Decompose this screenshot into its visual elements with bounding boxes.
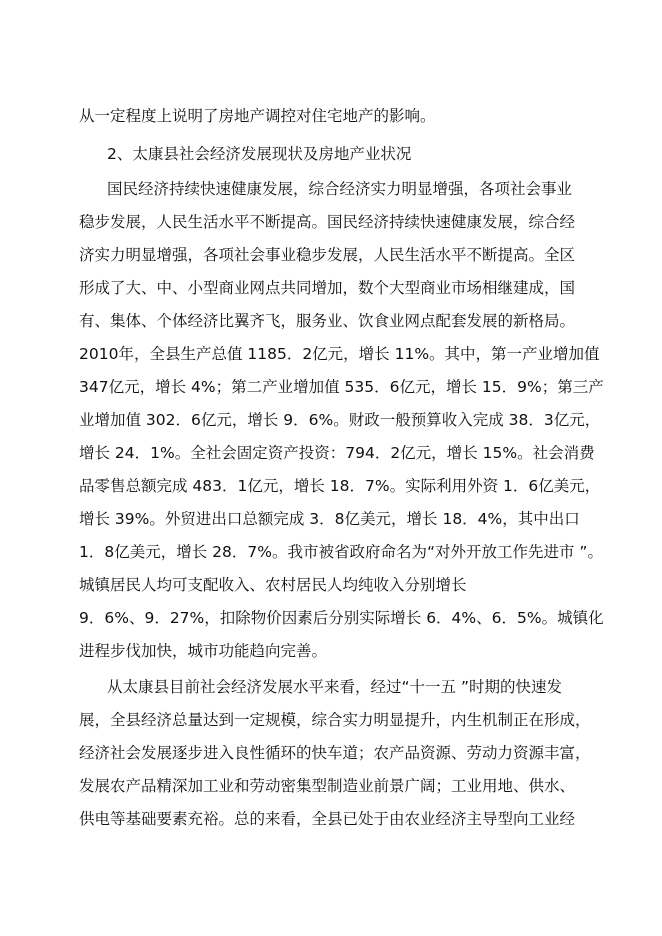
section-heading: 2、太康县社会经济发展现状及房地产业状况: [107, 145, 412, 163]
paragraph-line: 国民经济持续快速健康发展，综合经济实力明显增强，各项社会事业: [107, 180, 573, 198]
paragraph-line: 发展农产品精深加工业和劳动密集型制造业前景广阔；工业用地、供水、: [79, 777, 576, 795]
paragraph-line: 济实力明显增强，各项社会事业稳步发展，人民生活水平不断提高。全区: [79, 246, 576, 264]
paragraph-line: 增长 24．1%。全社会固定资产投资：794．2亿元，增长 15%。社会消费: [79, 444, 595, 462]
paragraph-line: 品零售总额完成 483．1亿元，增长 18．7%。实际利用外资 1．6亿美元，: [79, 477, 601, 495]
paragraph-line: 形成了大、中、小型商业网点共同增加，数个大型商业市场相继建成，国: [79, 279, 576, 297]
paragraph-line: 稳步发展，人民生活水平不断提高。国民经济持续快速健康发展，综合经: [79, 213, 576, 231]
paragraph-line: 城镇居民人均可支配收入、农村居民人均纯收入分别增长: [79, 576, 467, 594]
paragraph-line: 供电等基础要素充裕。总的来看，全县已处于由农业经济主导型向工业经: [79, 810, 576, 828]
paragraph-line: 347亿元，增长 4%；第二产业增加值 535．6亿元，增长 15．9%；第三产: [79, 378, 604, 396]
paragraph-line: 增长 39%。外贸进出口总额完成 3．8亿美元，增长 18．4%，其中出口: [79, 510, 580, 528]
paragraph-line: 从太康县目前社会经济发展水平来看，经过“十一五 ”时期的快速发: [107, 678, 562, 696]
paragraph-line: 经济社会发展逐步进入良性循环的快车道；农产品资源、劳动力资源丰富，: [79, 744, 591, 762]
paragraph-line: 有、集体、个体经济比翼齐飞，服务业、饮食业网点配套发展的新格局。: [79, 312, 576, 330]
paragraph-line: 2010年，全县生产总值 1185．2亿元，增长 11%。其中，第一产业增加值: [79, 345, 600, 363]
paragraph-line: 1．8亿美元，增长 28．7%。我市被省政府命名为“对外开放工作先进市 ”。: [79, 543, 603, 561]
paragraph-line: 展，全县经济总量达到一定规模，综合实力明显提升，内生机制正在形成，: [79, 711, 591, 729]
paragraph-line: 9．6%、9．27%，扣除物价因素后分别实际增长 6．4%、6．5%。城镇化: [79, 609, 604, 627]
paragraph-line: 进程步伐加快，城市功能趋向完善。: [79, 642, 328, 660]
intro-line: 从一定程度上说明了房地产调控对住宅地产的影响。: [79, 107, 436, 125]
paragraph-line: 业增加值 302．6亿元，增长 9．6%。财政一般预算收入完成 38．3亿元，: [79, 411, 601, 429]
